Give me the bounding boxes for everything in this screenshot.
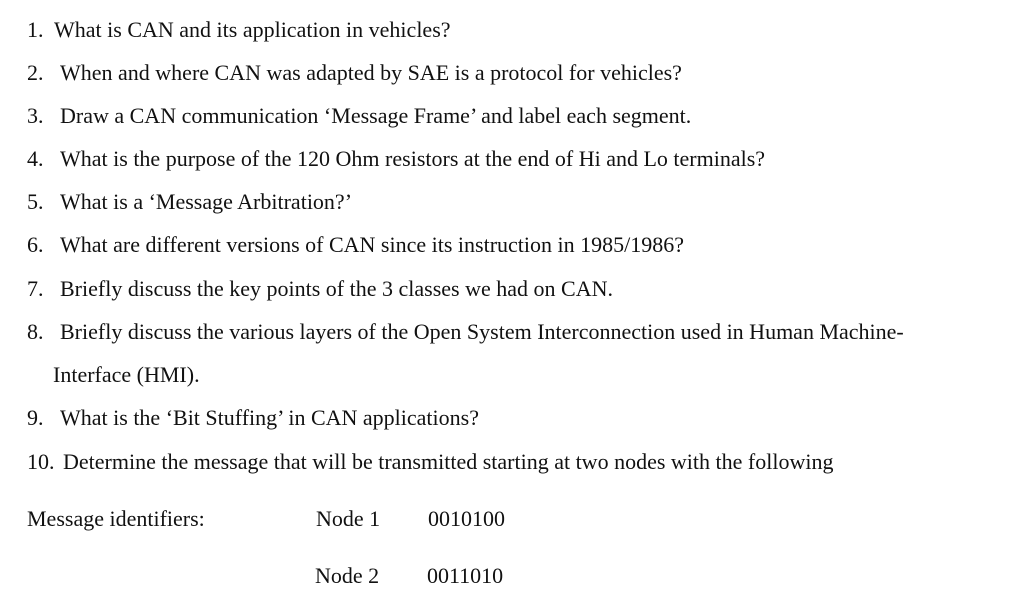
question-text-continuation: Interface (HMI).	[53, 362, 200, 387]
question-item	[27, 321, 904, 343]
question-number: 10.	[27, 449, 55, 474]
question-item	[27, 62, 682, 84]
question-text: What is CAN and its application in vehicles?	[54, 17, 451, 42]
question-number: 1.	[27, 17, 44, 42]
question-text: When and where CAN was adapted by SAE is a protocol for vehicles?	[60, 60, 682, 85]
question-item	[27, 148, 765, 170]
question-item	[27, 105, 691, 127]
question-item	[27, 19, 451, 41]
question-text: Determine the message that will be transmitted starting at two nodes with the following	[63, 449, 834, 474]
question-number: 4.	[27, 146, 44, 171]
question-text: What are different versions of CAN since its instruction in 1985/1986?	[60, 232, 685, 257]
question-text: What is the purpose of the 120 Ohm resistors at the end of Hi and Lo terminals?	[60, 146, 766, 171]
question-number: 5.	[27, 189, 44, 214]
question-text: Draw a CAN communication ‘Message Frame’ and label each segment.	[60, 103, 692, 128]
question-number: 7.	[27, 276, 44, 301]
question-number: 6.	[27, 232, 44, 257]
message-identifiers-label: Message identifiers:	[27, 506, 205, 531]
question-text: Briefly discuss the various layers of the Open System Interconnection used in Human Machine-	[60, 319, 904, 344]
question-number: 9.	[27, 405, 44, 430]
question-item	[27, 191, 352, 213]
node-2-identifier: 0011010	[427, 563, 504, 588]
question-item	[27, 451, 833, 473]
question-number: 3.	[27, 103, 44, 128]
question-text: What is the ‘Bit Stuffing’ in CAN applications?	[60, 405, 479, 430]
question-item	[27, 407, 479, 429]
question-text: Briefly discuss the key points of the 3 classes we had on CAN.	[60, 276, 613, 301]
question-text: What is a ‘Message Arbitration?’	[60, 189, 353, 214]
node-2-label: Node 2	[315, 563, 380, 588]
question-number: 8.	[27, 319, 44, 344]
question-item	[27, 234, 684, 256]
node-1-identifier: 0010100	[428, 506, 505, 531]
node-1-label: Node 1	[316, 506, 381, 531]
question-number: 2.	[27, 60, 44, 85]
question-item	[27, 278, 613, 300]
